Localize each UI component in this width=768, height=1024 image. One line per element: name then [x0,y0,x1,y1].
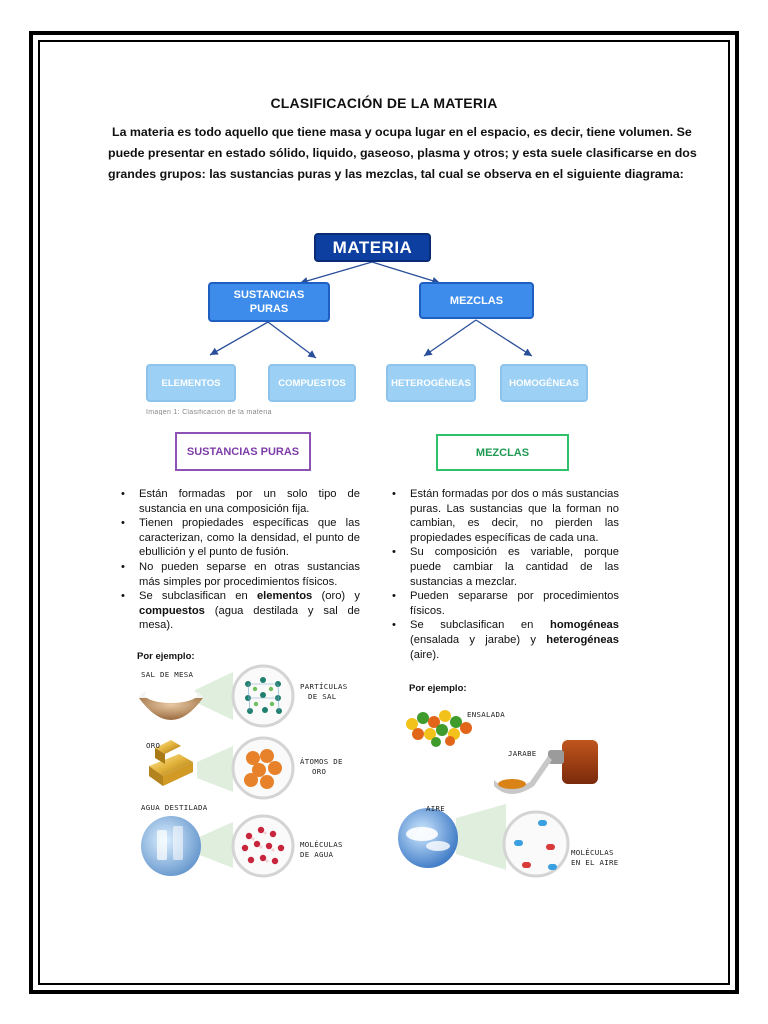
intro-line: grandes grupos: las sustancias puras y las mezclas, tal cual se observa en el siguiente diagrama: [108,167,684,181]
label-jarabe: JARABE [508,749,537,758]
salt-particles-circle [233,666,293,726]
label-line: DE AGUA [300,850,334,859]
text: (aire). [410,648,440,661]
distilled-water-image [141,816,233,876]
label-line: MOLÉCULAS [300,840,343,849]
label-aire: AIRE [426,804,445,813]
air-molecules-circle [504,812,568,876]
example-title-right: Por ejemplo: [409,683,467,694]
list-item [386,618,619,662]
diagram-node-heterogeneas: HETEROGÉNEAS [386,364,476,402]
label-moleculas-de-agua [300,840,343,860]
text: Se subclasifican en [410,619,550,632]
diagram-node-homogeneas: HOMOGÉNEAS [500,364,588,402]
page-title: CLASIFICACIÓN DE LA MATERIA [270,95,498,111]
label-atomos-de-oro [300,757,343,777]
sustancias-puras-header: SUSTANCIAS PURAS [175,432,311,471]
label-line: ORO [312,767,327,776]
list-item [115,589,360,633]
text: (ensalada y jarabe) y [410,633,547,646]
salad-image [406,710,472,747]
water-molecules-circle [233,816,293,876]
text: Se subclasifican en [139,590,257,603]
diagram-node-materia: MATERIA [314,233,431,262]
label-moleculas-en-el-aire [571,848,619,868]
label-line: PARTÍCULAS [300,682,348,691]
intro-paragraph [108,122,697,185]
diagram-caption: Imagen 1: Clasificación de la materia [146,409,272,415]
list-item: • Tienen propiedades específicas que las caracterizan, como la densidad, el punto de ebullición y el punto de fusión. [115,516,360,560]
label-agua-destilada: AGUA DESTILADA [141,803,208,812]
mezclas-header: MEZCLAS [436,434,569,471]
label-oro: ORO [146,741,161,750]
node-label: SUSTANCIAS [233,289,305,301]
list-item: • No pueden separse en otras sustancias más simples por procedimientos físicos. [115,560,360,589]
diagram-node-compuestos: COMPUESTOS [268,364,356,402]
gold-atoms-circle [233,738,293,798]
gold-bars-image [149,740,233,792]
intro-line: puede presentar en estado sólido, liquido, gaseoso, plasma y otros; y esta suele clasificarse en dos [108,146,697,160]
node-label: PURAS [249,303,289,315]
diagram-node-sustancias-puras [208,282,330,322]
diagram-node-elementos: ELEMENTOS [146,364,236,402]
diagram-node-mezclas: MEZCLAS [419,282,534,319]
text: (oro) y [312,590,360,603]
air-image [398,804,506,870]
label-sal-de-mesa: SAL DE MESA [141,670,194,679]
list-item: • Pueden separarse por procedimientos físicos. [386,589,619,618]
label-line: DE SAL [308,692,337,701]
list-item: • Están formadas por un solo tipo de sustancia en una composición fija. [115,487,360,516]
bold-term: elementos [256,590,313,603]
text: (agua destilada y sal de mesa). [139,604,360,632]
bold-term: compuestos [139,604,205,617]
list-item: • Su composición es variable, porque puede cambiar la cantidad de las sustancias a mezclar. [386,545,619,589]
bold-term: homogéneas [549,619,619,632]
list-item: • Están formadas por dos o más sustancias puras. Las sustancias que la forman no cambian, es decir, no pierden las propiedades específicas de cada una. [386,487,619,545]
example-title-left: Por ejemplo: [137,651,195,662]
label-particulas-de-sal [300,682,348,702]
bold-term: heterogéneas [546,633,619,646]
label-line: EN EL AIRE [571,858,619,867]
label-line: MOLÉCULAS [571,848,614,857]
intro-line: La materia es todo aquello que tiene masa y ocupa lugar en el espacio, es decir, tiene volumen. Se [112,125,692,139]
mezclas-list [386,487,619,662]
sustancias-puras-list [115,487,360,633]
label-ensalada: ENSALADA [467,710,505,719]
label-line: ÁTOMOS DE [300,757,343,766]
